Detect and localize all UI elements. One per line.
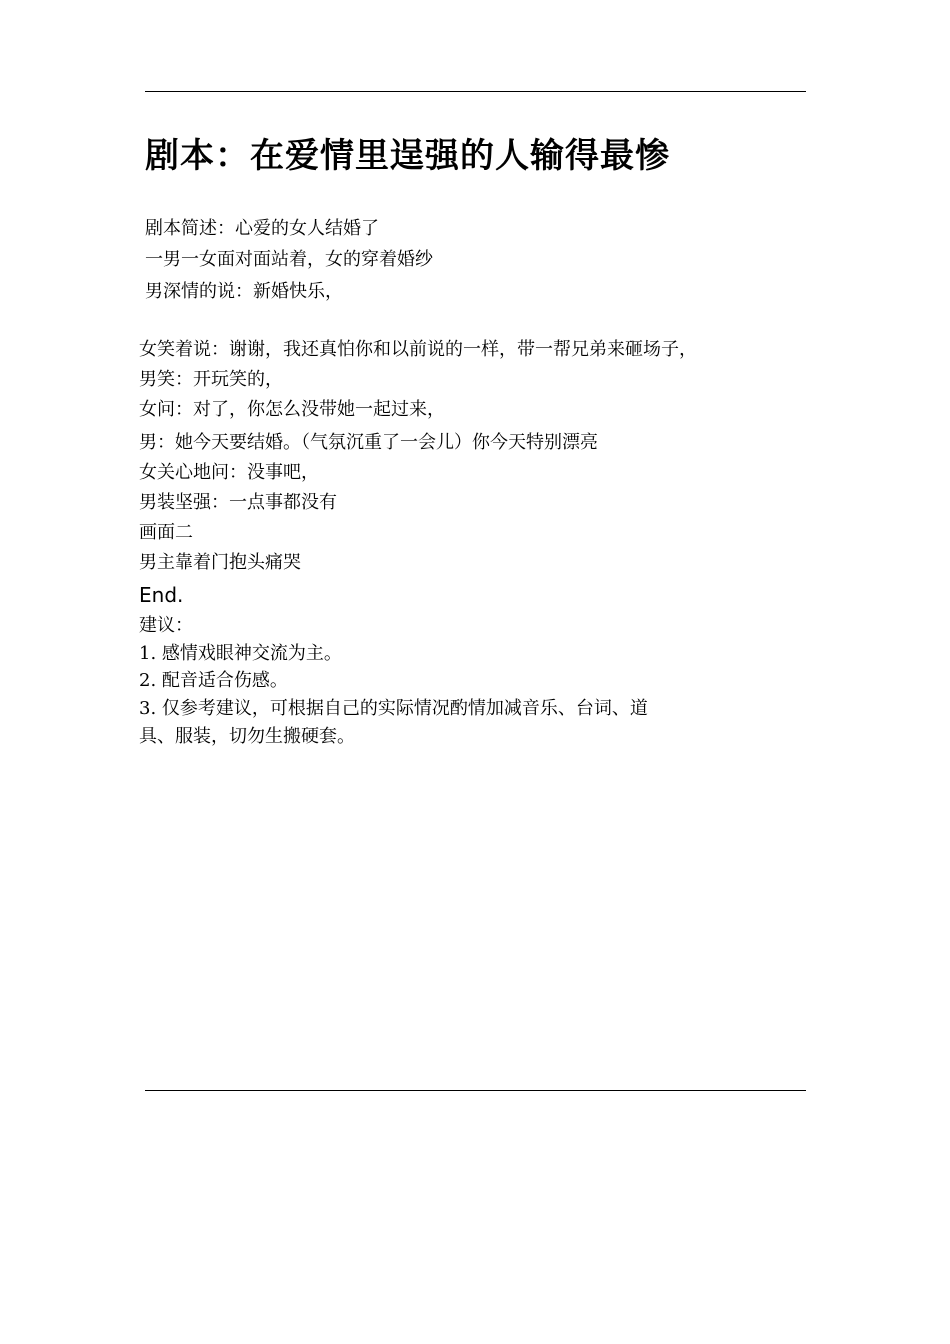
suggestion-item: 2. 配音适合伤感。 (139, 670, 288, 691)
synopsis-line: 男深情的说：新婚快乐， (145, 281, 343, 302)
dialogue-line: 女笑着说：谢谢，我还真怕你和以前说的一样，带一帮兄弟来砸场子， (139, 339, 697, 360)
dialogue-line: 男：她今天要结婚。（气氛沉重了一会儿）你今天特别漂亮 (139, 432, 598, 453)
suggestion-item: 1. 感情戏眼神交流为主。 (139, 643, 342, 664)
scene-heading: 画面二 (139, 522, 193, 543)
end-label: End. (139, 583, 184, 607)
dialogue-line: 男主靠着门抱头痛哭 (139, 552, 301, 573)
synopsis-line: 剧本简述：心爱的女人结婚了 (145, 218, 379, 239)
document-title: 剧本：在爱情里逞强的人输得最惨 (145, 136, 670, 176)
header-rule (145, 91, 806, 92)
dialogue-line: 女关心地问：没事吧， (139, 462, 319, 483)
dialogue-line: 男笑：开玩笑的， (139, 369, 283, 390)
suggestion-item: 具、服装，切勿生搬硬套。 (139, 726, 355, 747)
dialogue-line: 男装坚强：一点事都没有 (139, 492, 337, 513)
suggestions-heading: 建议： (139, 615, 193, 636)
suggestion-item: 3. 仅参考建议，可根据自己的实际情况酌情加减音乐、台词、道 (139, 698, 648, 719)
synopsis-line: 一男一女面对面站着，女的穿着婚纱 (145, 249, 433, 270)
dialogue-line: 女问：对了，你怎么没带她一起过来， (139, 399, 445, 420)
footer-rule (145, 1090, 806, 1091)
